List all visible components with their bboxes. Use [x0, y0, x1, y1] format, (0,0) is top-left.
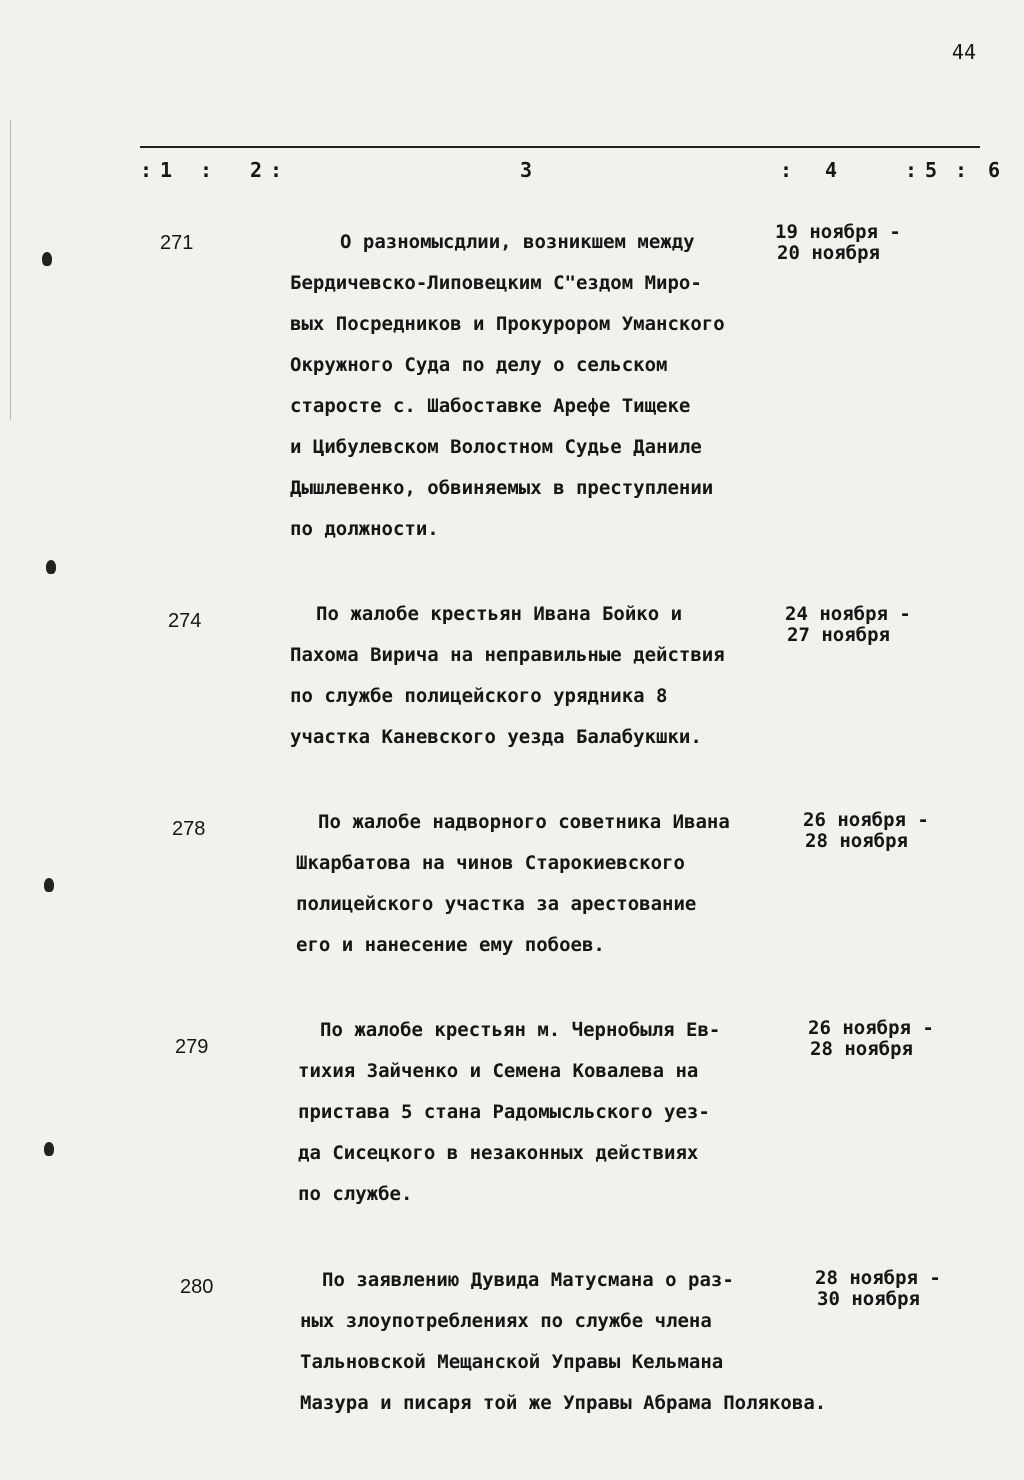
column-header-4: 4: [825, 158, 839, 182]
entry-description: [296, 802, 786, 966]
entry-description: [290, 222, 780, 550]
entry-line: по должности.: [290, 518, 439, 540]
date-to: 20 ноября: [777, 242, 880, 264]
entry-line: тихия Зайченко и Семена Ковалева на: [298, 1060, 699, 1082]
column-separator: :: [780, 158, 793, 182]
date-from: 28 ноября -: [815, 1267, 941, 1289]
column-header-5: 5: [925, 158, 939, 182]
column-header-6: 6: [988, 158, 1002, 182]
date-to: 27 ноября: [787, 624, 890, 646]
entry-number: 271: [160, 232, 194, 254]
entry-number: 279: [175, 1036, 209, 1058]
column-separator: :: [955, 158, 968, 182]
entry-description: [298, 1010, 788, 1215]
entry-line: его и нанесение ему побоев.: [296, 934, 605, 956]
entry-number: 280: [180, 1276, 214, 1298]
entry-line: по службе полицейского урядника 8: [290, 685, 668, 707]
entry-line: пристава 5 стана Радомысльского уез-: [298, 1101, 710, 1123]
entry-line: Бердичевско-Липовецким С"ездом Миро-: [290, 272, 702, 294]
date-to: 28 ноября: [810, 1038, 913, 1060]
entry-line: Мазура и писаря той же Управы Абрама Полякова.: [300, 1392, 827, 1414]
binding-hole: [46, 560, 56, 574]
entry-line: Окружного Суда по делу о сельском: [290, 354, 668, 376]
entry-line: О разномысдлии, возникшем между: [340, 231, 695, 253]
entry-description: [290, 594, 780, 758]
date-from: 24 ноября -: [785, 603, 911, 625]
binding-hole: [44, 1142, 54, 1156]
entry-line: полицейского участка за арестование: [296, 893, 697, 915]
column-header-3: 3: [520, 158, 534, 182]
column-header-1: 1: [160, 158, 174, 182]
entry-line: Дышлевенко, обвиняемых в преступлении: [290, 477, 714, 499]
margin-line: [10, 120, 11, 420]
column-header-2: 2: [250, 158, 264, 182]
date-from: 26 ноября -: [803, 809, 929, 831]
entry-line: и Цибулевском Волостном Судье Даниле: [290, 436, 702, 458]
date-from: 26 ноября -: [808, 1017, 934, 1039]
column-separator: :: [270, 158, 283, 182]
entry-dates: [803, 810, 929, 852]
date-to: 30 ноября: [817, 1288, 920, 1310]
entry-number: 274: [168, 610, 202, 632]
entry-dates: [808, 1018, 934, 1060]
entry-dates: [775, 222, 901, 264]
entry-dates: [785, 604, 911, 646]
entry-line: участка Каневского уезда Балабукшки.: [290, 726, 702, 748]
column-separator: :: [905, 158, 918, 182]
date-to: 28 ноября: [805, 830, 908, 852]
entry-line: Пахома Вирича на неправильные действия: [290, 644, 725, 666]
entry-line: По заявлению Дувида Матусмана о раз-: [322, 1269, 734, 1291]
entry-line: По жалобе крестьян Ивана Бойко и: [316, 603, 683, 625]
entry-line: ных злоупотреблениях по службе члена: [300, 1310, 712, 1332]
entry-line: старосте с. Шабоставке Арефе Тищеке: [290, 395, 691, 417]
entry-description: [300, 1260, 827, 1424]
entry-line: По жалобе крестьян м. Чернобыля Ев-: [320, 1019, 721, 1041]
column-separator: :: [140, 158, 153, 182]
header-rule: [140, 146, 980, 148]
entry-dates: [815, 1268, 941, 1310]
entry-line: Тальновской Мещанской Управы Кельмана: [300, 1351, 724, 1373]
entry-line: по службе.: [298, 1183, 413, 1205]
date-from: 19 ноября -: [775, 221, 901, 243]
page-number: 44: [951, 40, 976, 64]
binding-hole: [42, 252, 52, 266]
entry-line: да Сисецкого в незаконных действиях: [298, 1142, 699, 1164]
binding-hole: [44, 878, 54, 892]
entry-line: вых Посредников и Прокурором Уманского: [290, 313, 725, 335]
entry-line: Шкарбатова на чинов Старокиевского: [296, 852, 685, 874]
entry-number: 278: [172, 818, 206, 840]
entry-line: По жалобе надворного советника Ивана: [318, 811, 730, 833]
column-separator: :: [200, 158, 213, 182]
